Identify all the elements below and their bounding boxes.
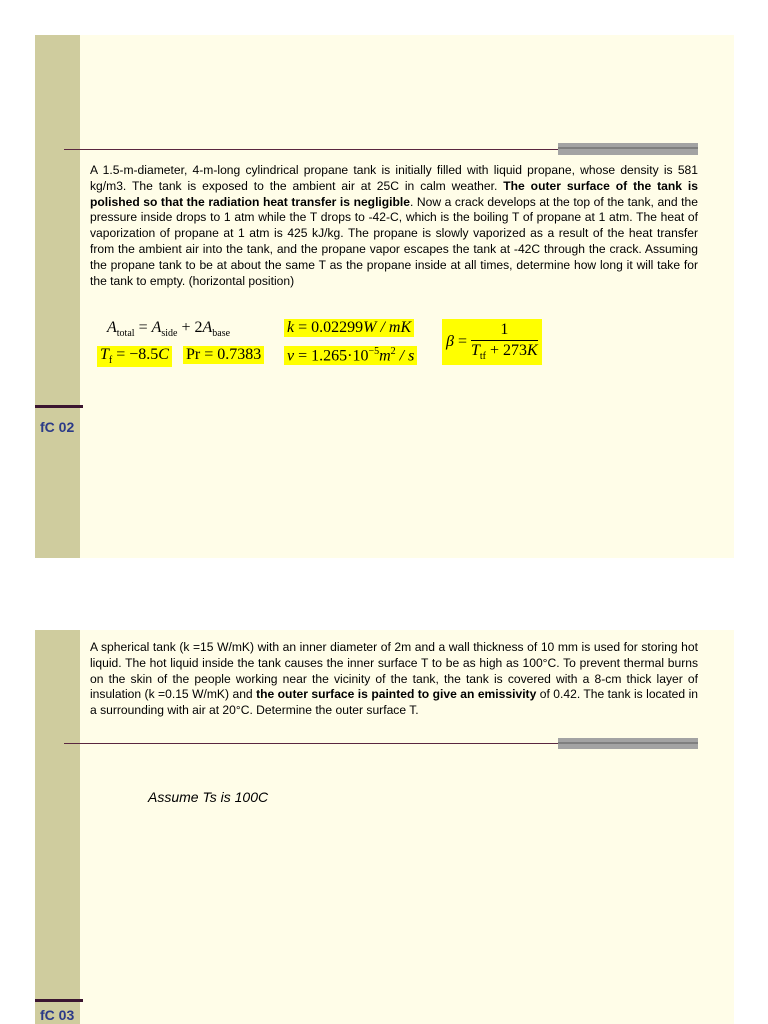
- problem-statement: [90, 163, 698, 289]
- slide-sidebar: [35, 630, 80, 1024]
- label-underline: [35, 999, 83, 1002]
- slide-sidebar: [35, 35, 80, 558]
- equation-beta: β = $\frac{1}{T_{tf} + 273K}$: [442, 319, 542, 365]
- problem-text-2: . Now a crack develops at the top of the tank, and the pressure inside drops to 1 atm while the T drops to -42-C, which is the boiling T of propane at 1 atm. The heat of vaporization of propane at 1 atm is 425 kJ/kg. The propane is slowly vaporized as a result of the heat transfer from the ambient air into the tank, and the propane vapor escapes the tank at -42C through the crack. Assuming the propane tank to be at about the same T as the propane inside at all times, determine how long it will take for the tank to empty. (horizontal position): [90, 194, 698, 288]
- decorative-grey-bar: [558, 143, 698, 155]
- label-underline: [35, 405, 83, 408]
- problem-text-1: A 1.5-m-diameter, 4-m-long cylindrical propane tank is initially filled with liquid propane, whose density is 581 kg/m3. The tank is exposed to the ambient air at 25C in calm weather.: [90, 163, 698, 193]
- problem-text-1: A spherical tank (k =15 W/mK) with an inner diameter of 2m and a wall thickness of 10 mm is used for storing hot liquid. The hot liquid inside the tank causes the inner surface T to be as high as 100°C. To prevent thermal burns on the skin of the people working near the vicinity of the tank, the tank is covered with a 8-cm thick layer of insulation (k =0.15 W/mK) and: [90, 640, 698, 702]
- equation-k: k = 0.02299W / mK: [284, 319, 414, 337]
- slide-label: fC 02: [40, 419, 75, 435]
- equation-pr: Pr = 0.7383: [183, 346, 264, 364]
- slide-label: fC 03: [40, 1007, 75, 1023]
- equation-tf: $T_f = -8.5C$: [97, 346, 172, 367]
- assumption-note: Assume Ts is 100C: [148, 789, 269, 805]
- problem-text-bold: The outer surface of the tank is polished so that the radiation heat transfer is negligible: [90, 178, 698, 209]
- slide-fc02: [35, 35, 734, 558]
- problem-text-bold: the outer surface is painted to give an emissivity: [256, 687, 537, 702]
- problem-statement: [90, 640, 698, 719]
- decorative-grey-bar: [558, 738, 698, 749]
- slide-fc03: [35, 630, 734, 1024]
- equation-area: $A_{total} = A_{side} + 2A_{base}$: [107, 319, 231, 340]
- equation-nu: $\nu = 1.265\cdot 10^{-5}m^2 / s$: [284, 346, 417, 365]
- problem-text-2: of 0.42. The tank is located in a surrounding with air at 20°C. Determine the outer surface T.: [90, 687, 698, 718]
